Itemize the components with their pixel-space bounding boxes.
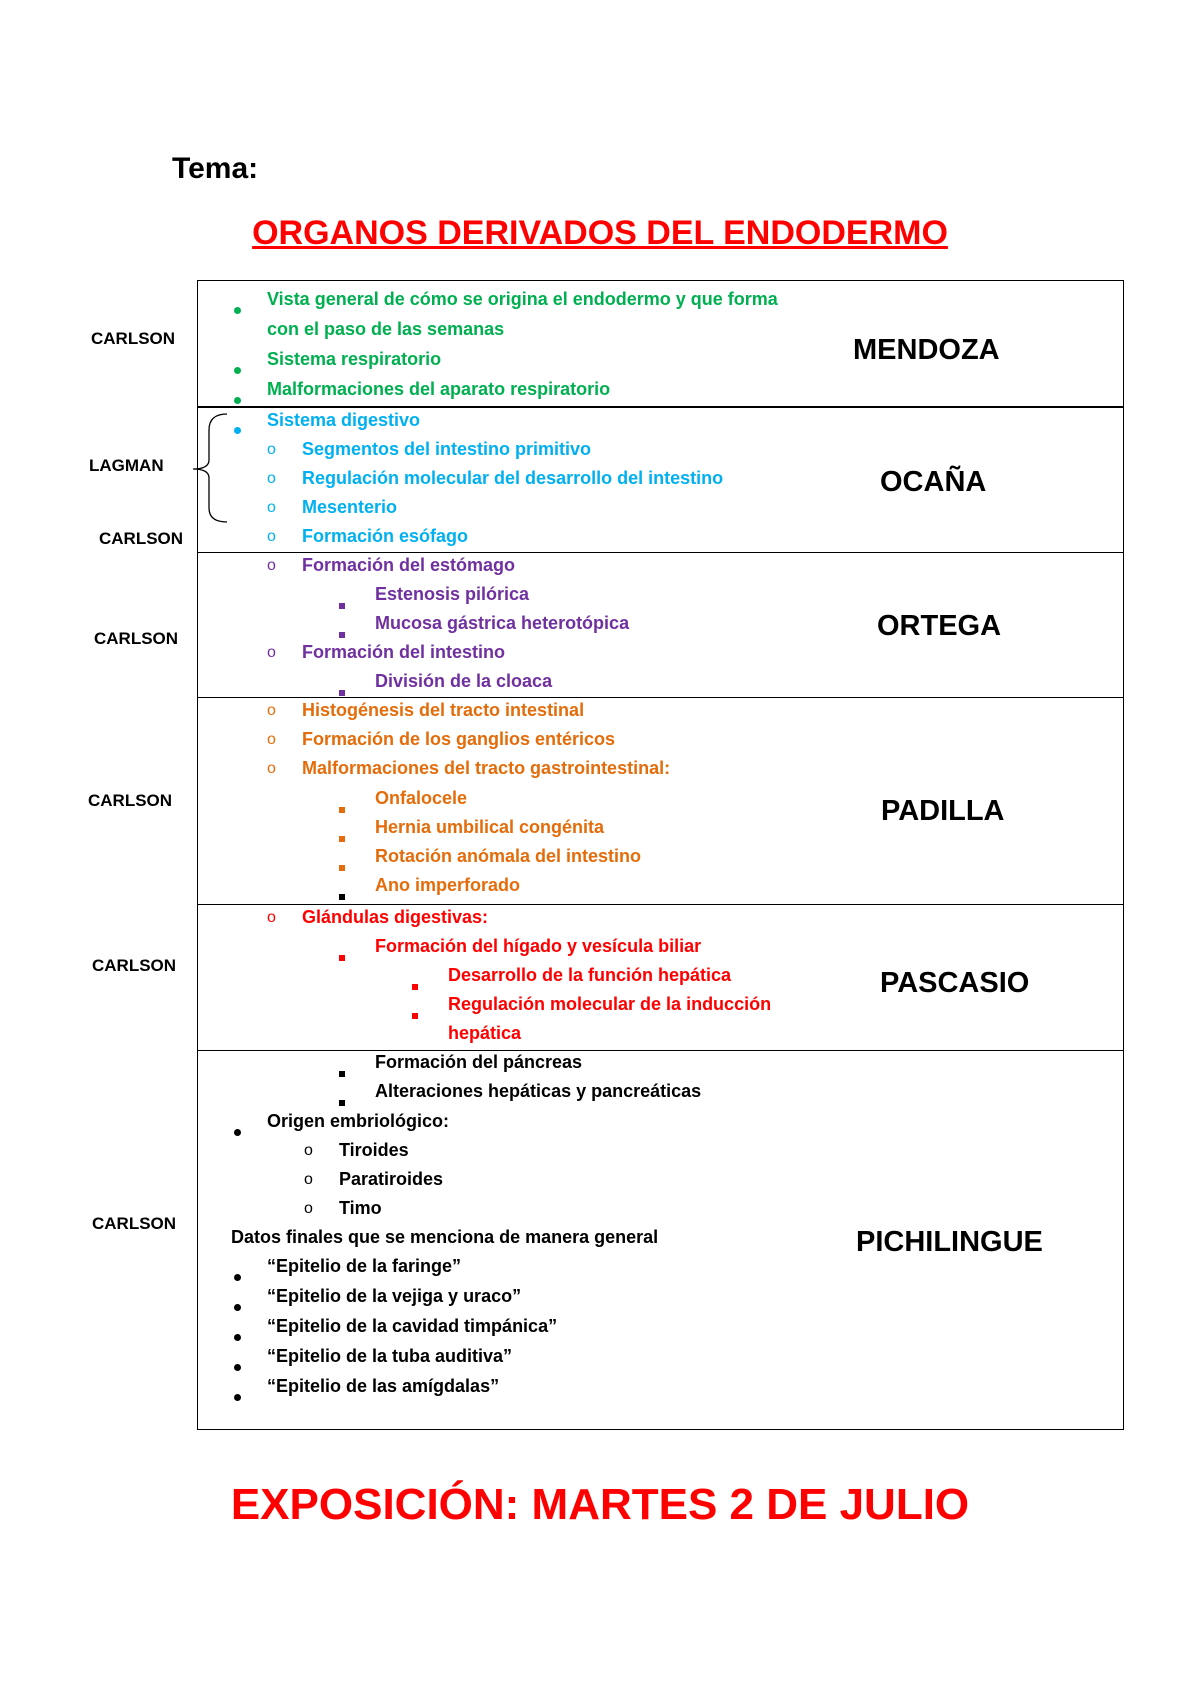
list-item: Alteraciones hepáticas y pancreáticas [375,1081,702,1101]
circle-bullet-icon: o [267,909,276,926]
bullet-icon [234,1265,241,1286]
bullet-icon [234,298,241,319]
list-item: “Epitelio de la cavidad timpánica” [267,1316,558,1336]
list-item: Formación del hígado y vesícula biliar [375,936,702,956]
list-item: Segmentos del intestino primitivo [302,439,592,459]
square-bullet-icon [339,1090,345,1111]
source-label: CARLSON [94,629,179,648]
square-bullet-icon [339,593,345,614]
source-label: CARLSON [91,329,176,348]
square-bullet-icon [339,945,345,966]
list-item: Malformaciones del tracto gastrointestinal: [302,758,671,778]
circle-bullet-icon: o [267,731,276,748]
square-bullet-icon [339,622,345,643]
circle-bullet-icon: o [267,528,276,545]
list-item: Regulación molecular del desarrollo del intestino [302,468,724,488]
circle-bullet-icon: o [304,1171,313,1188]
list-item: Hernia umbilical congénita [375,817,605,837]
list-item: Paratiroides [339,1169,444,1189]
source-label: CARLSON [92,956,177,975]
list-item: Estenosis pilórica [375,584,530,604]
bullet-icon [234,358,241,379]
exposition-date: EXPOSICIÓN: MARTES 2 DE JULIO [230,1480,970,1529]
square-bullet-icon [412,1003,418,1024]
circle-bullet-icon: o [267,499,276,516]
source-label: CARLSON [92,1214,177,1233]
bullet-icon [234,1295,241,1316]
list-item: Timo [339,1198,382,1218]
list-item: “Epitelio de la tuba auditiva” [267,1346,513,1366]
circle-bullet-icon: o [267,557,276,574]
square-bullet-icon [339,826,345,847]
circle-bullet-icon: o [267,441,276,458]
list-item: División de la cloaca [375,671,553,691]
source-label: CARLSON [99,529,184,548]
presenter-name: OCAÑA [880,466,987,498]
list-item: Formación del intestino [302,642,506,662]
list-item: Origen embriológico: [267,1111,450,1131]
bullet-icon [234,1355,241,1376]
circle-bullet-icon: o [267,760,276,777]
square-bullet-icon [339,855,345,876]
bullet-icon [234,1120,241,1141]
list-item: Mucosa gástrica heterotópica [375,613,630,633]
list-item: “Epitelio de las amígdalas” [267,1376,500,1396]
list-item: Ano imperforado [375,875,521,895]
list-item: Vista general de cómo se origina el endodermo y que forma [267,289,778,309]
list-item: Formación de los ganglios entéricos [302,729,616,749]
source-label: CARLSON [88,791,173,810]
presenter-name: ORTEGA [877,610,1002,642]
circle-bullet-icon: o [267,702,276,719]
list-item: Sistema respiratorio [267,349,442,369]
list-item: hepática [448,1023,522,1043]
presenter-name: PASCASIO [880,967,1030,999]
list-item: Glándulas digestivas: [302,907,489,927]
list-item: Formación del páncreas [375,1052,583,1072]
bullet-icon [234,1385,241,1406]
list-item: Onfalocele [375,788,468,808]
list-item: Desarrollo de la función hepática [448,965,732,985]
circle-bullet-icon: o [304,1200,313,1217]
document-title: ORGANOS DERIVADOS DEL ENDODERMO [252,214,948,252]
bullet-icon [234,418,241,439]
list-item: Rotación anómala del intestino [375,846,642,866]
circle-bullet-icon: o [267,470,276,487]
list-item: Tiroides [339,1140,409,1160]
presenter-name: MENDOZA [853,334,1000,366]
list-item: Formación del estómago [302,555,516,575]
list-item: “Epitelio de la faringe” [267,1256,462,1276]
presenter-name: PICHILINGUE [856,1226,1043,1258]
list-item: con el paso de las semanas [267,319,505,339]
list-item: “Epitelio de la vejiga y uraco” [267,1286,522,1306]
square-bullet-icon [339,884,345,905]
square-bullet-icon [412,974,418,995]
list-item: Formación esófago [302,526,469,546]
source-label: LAGMAN [89,456,164,475]
list-item: Sistema digestivo [267,410,421,430]
list-item: Mesenterio [302,497,398,517]
list-item: Histogénesis del tracto intestinal [302,700,585,720]
square-bullet-icon [339,1061,345,1082]
circle-bullet-icon: o [267,644,276,661]
list-item: Regulación molecular de la inducción [448,994,772,1014]
presenter-name: PADILLA [881,795,1005,827]
tema-label: Tema: [172,152,259,185]
bullet-icon [234,1325,241,1346]
square-bullet-icon [339,797,345,818]
circle-bullet-icon: o [304,1142,313,1159]
list-item: Datos finales que se menciona de manera general [231,1227,659,1247]
list-item: Malformaciones del aparato respiratorio [267,379,611,399]
brace-icon [185,410,230,525]
